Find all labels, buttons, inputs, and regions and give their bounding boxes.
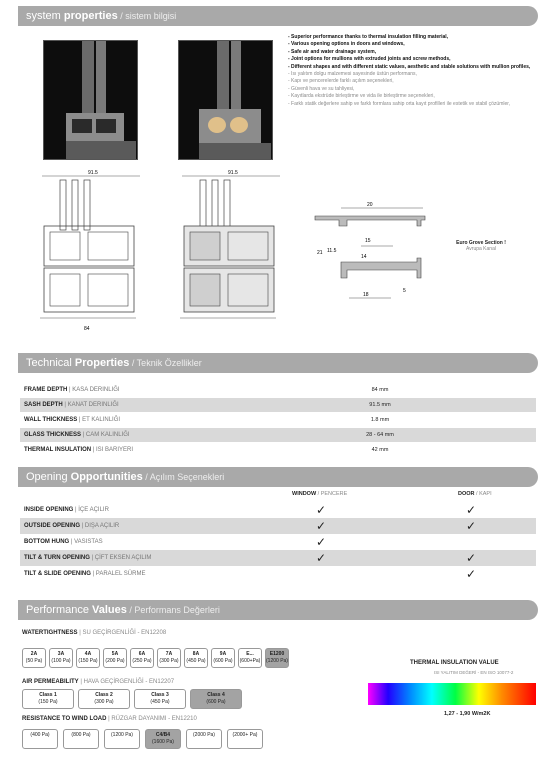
watertightness-class-box-class: 7A <box>165 651 173 657</box>
watertightness-class-box <box>49 648 73 668</box>
section-drawing-left <box>28 168 148 338</box>
door-column-header: DOOR / KAPI <box>458 491 492 497</box>
check-icon: ✓ <box>466 503 477 517</box>
dim-21: 21 <box>317 250 323 256</box>
watertightness-class-box-class: 9A <box>219 651 227 657</box>
section-header-opening: Opening Opportunities / Açılım Seçenekleri <box>18 467 538 487</box>
watertightness-class-box-class: 4A <box>84 651 92 657</box>
air-permeability-class-box-class: Class 1 <box>39 692 57 698</box>
wind-load-class-box-pressure: (2000 Pa) <box>193 732 215 738</box>
feature-en-2: - Various opening options in doors and windows, <box>288 41 405 48</box>
watertightness-class-box-class: 6A <box>138 651 146 657</box>
euro-groove-label: Euro Grove Section ! Avrupa Kanal <box>456 240 506 252</box>
air-permeability-class-box <box>190 689 242 709</box>
table-row: INSIDE OPENING | İÇE AÇILIR ✓ ✓ <box>24 503 477 517</box>
feature-tr-5: - Farklı statik değerlere sahip ve farklı formlara sahip orta kayıt profilleri ile estetik ve stabil çözümler, <box>288 100 511 107</box>
wind-load-class-box-pressure: (2000+ Pa) <box>232 732 258 738</box>
watertightness-class-box-pressure: (300 Pa) <box>159 658 179 664</box>
opening-table <box>20 502 536 582</box>
watertightness-class-box <box>103 648 127 668</box>
dim-115: 11.5 <box>327 248 337 254</box>
profile-section-photo-2 <box>179 41 272 159</box>
watertightness-class-box-class: 5A <box>111 651 119 657</box>
wind-load-class-box <box>186 729 222 749</box>
watertightness-class-box <box>211 648 235 668</box>
watertightness-class-box <box>130 648 154 668</box>
dim-20: 20 <box>367 202 373 208</box>
window-column-header: WINDOW / PENCERE <box>292 491 348 497</box>
thermal-value: 1,27 - 1,90 W/m2K <box>444 711 491 717</box>
section-header-technical: Technical Properties / Teknik Özellikler <box>18 353 538 373</box>
wind-load-class-box-pressure: (1200 Pa) <box>111 732 133 738</box>
dim-top-right: 91.5 <box>228 170 238 176</box>
thermal-spectrum-bar <box>368 683 536 705</box>
wind-load-class-box <box>145 729 181 749</box>
table-row: THERMAL INSULATION | ISI BARIYERI 42 mm <box>20 443 536 458</box>
table-row: TILT & SLIDE OPENING | PARALEL SÜRME ✓ <box>24 567 477 581</box>
dim-15: 15 <box>365 238 371 244</box>
watertightness-class-box-class: E1200 <box>269 651 285 657</box>
dim-top-left: 91.5 <box>88 170 98 176</box>
wind-load-class-box-pressure: (800 Pa) <box>71 732 91 738</box>
watertightness-class-box-pressure: (1200 Pa) <box>266 658 288 664</box>
air-permeability-class-box <box>78 689 130 709</box>
watertightness-label: WATERTIGHTNESS | SU GEÇİRGENLİĞİ - EN12208 <box>22 630 167 636</box>
feature-tr-4: - Kayıtlarda ekstrüde birleştirme ve vida ile birleştirme seçenekleri, <box>288 93 435 100</box>
profile-photo-inner <box>178 40 273 160</box>
watertightness-class-box-pressure: (600+Pa) <box>239 658 261 664</box>
air-permeability-class-box-pressure: (600 Pa) <box>206 699 226 705</box>
technical-table <box>20 383 536 458</box>
watertightness-class-box <box>22 648 46 668</box>
watertightness-class-box-pressure: (450 Pa) <box>186 658 206 664</box>
feature-tr-2: - Kapı ve pencerelerde farklı açılım seçenekleri, <box>288 78 394 85</box>
watertightness-class-box-pressure: (100 Pa) <box>51 658 71 664</box>
watertightness-class-box-class: 8A <box>192 651 200 657</box>
profile-section-photo-1 <box>44 41 137 159</box>
watertightness-class-box-class: 2A <box>30 651 38 657</box>
section-drawing-right <box>168 168 288 338</box>
wind-load-class-box <box>104 729 140 749</box>
table-row: WALL THICKNESS | ET KALINLIĞI 1.8 mm <box>20 413 536 428</box>
table-row: TILT & TURN OPENING | ÇİFT EKSEN AÇILIM ✓ ✓ <box>20 550 536 566</box>
check-icon: ✓ <box>316 519 327 533</box>
air-permeability-class-box-pressure: (300 Pa) <box>94 699 114 705</box>
air-permeability-class-box-class: Class 2 <box>95 692 113 698</box>
wind-load-class-box-pressure: (1600 Pa) <box>152 739 174 745</box>
watertightness-class-box-class: 3A <box>57 651 65 657</box>
dim-18: 18 <box>363 292 369 298</box>
feature-en-1: - Superior performance thanks to thermal insulation filling material, <box>288 34 449 40</box>
air-permeability-label: AIR PERMEABILITY | HAVA GEÇİRGENLİĞİ - EN12207 <box>22 679 175 685</box>
air-permeability-class-box-pressure: (450 Pa) <box>150 699 170 705</box>
section-header-system: system properties / sistem bilgisi <box>18 6 538 26</box>
watertightness-class-box-pressure: (200 Pa) <box>105 658 125 664</box>
air-permeability-class-box <box>134 689 186 709</box>
check-icon: ✓ <box>316 503 327 517</box>
check-icon: ✓ <box>316 535 327 549</box>
table-row: OUTSIDE OPENING | DIŞA AÇILIR ✓ ✓ <box>20 518 536 534</box>
feature-list <box>288 34 538 108</box>
table-row: SASH DEPTH | KANAT DERINLIĞI 91.5 mm <box>20 398 536 413</box>
feature-en-5: - Different shapes and with different static values, aesthetic and stable solutions with mullion profiles, <box>288 63 531 70</box>
check-icon: ✓ <box>466 551 477 565</box>
air-permeability-class-box-class: Class 4 <box>207 692 225 698</box>
watertightness-class-box <box>238 648 262 668</box>
air-permeability-class-box <box>22 689 74 709</box>
feature-en-4: - Joint options for mullions with extruded joints and screw methods, <box>288 56 451 63</box>
wind-load-class-box <box>22 729 58 749</box>
table-row: GLASS THICKNESS | CAM KALINLIĞI 28 - 64 mm <box>20 428 536 443</box>
check-icon: ✓ <box>466 519 477 533</box>
table-row: BOTTOM HUNG | VASISTAS ✓ <box>24 535 327 549</box>
euro-groove-drawing <box>305 198 440 308</box>
watertightness-class-box <box>184 648 208 668</box>
dim-14: 14 <box>361 254 367 260</box>
watertightness-class-box <box>265 648 289 668</box>
dim-bottom-left: 84 <box>84 326 90 332</box>
watertightness-class-box-pressure: (150 Pa) <box>78 658 98 664</box>
profile-photo-outer <box>43 40 138 160</box>
section-header-performance: Performance Values / Performans Değerleri <box>18 600 538 620</box>
feature-tr-1: - Isı yalıtım dolgu malzemesi sayesinde üstün performans, <box>288 71 417 78</box>
wind-load-class-box <box>63 729 99 749</box>
wind-load-label: RESISTANCE TO WIND LOAD | RÜZGAR DAYANIMI - EN12210 <box>22 716 197 722</box>
wind-load-class-box-pressure: (400 Pa) <box>30 732 50 738</box>
feature-tr-3: - Güvenli hava ve su tahliyesi, <box>288 85 355 92</box>
watertightness-class-box-pressure: (600 Pa) <box>213 658 233 664</box>
check-icon: ✓ <box>466 567 477 581</box>
watertightness-class-box <box>157 648 181 668</box>
thermal-title: THERMAL INSULATION VALUE <box>410 660 499 666</box>
dim-5: 5 <box>403 288 406 294</box>
thermal-subtitle: ISI YALITIM DEĞERİ - EN ISO 10077-2 <box>434 670 514 675</box>
table-row: FRAME DEPTH | KASA DERINLIĞI 84 mm <box>20 383 536 398</box>
air-permeability-class-box-pressure: (150 Pa) <box>38 699 58 705</box>
watertightness-class-box-class: E... <box>246 651 254 657</box>
air-permeability-class-box-class: Class 3 <box>151 692 169 698</box>
watertightness-class-box <box>76 648 100 668</box>
watertightness-class-box-pressure: (250 Pa) <box>132 658 152 664</box>
check-icon: ✓ <box>316 551 327 565</box>
wind-load-class-box-class: C4/B4 <box>155 732 171 738</box>
feature-en-3: - Safe air and water drainage system, <box>288 48 377 55</box>
watertightness-class-box-pressure: (50 Pa) <box>25 658 43 664</box>
wind-load-class-box <box>227 729 263 749</box>
